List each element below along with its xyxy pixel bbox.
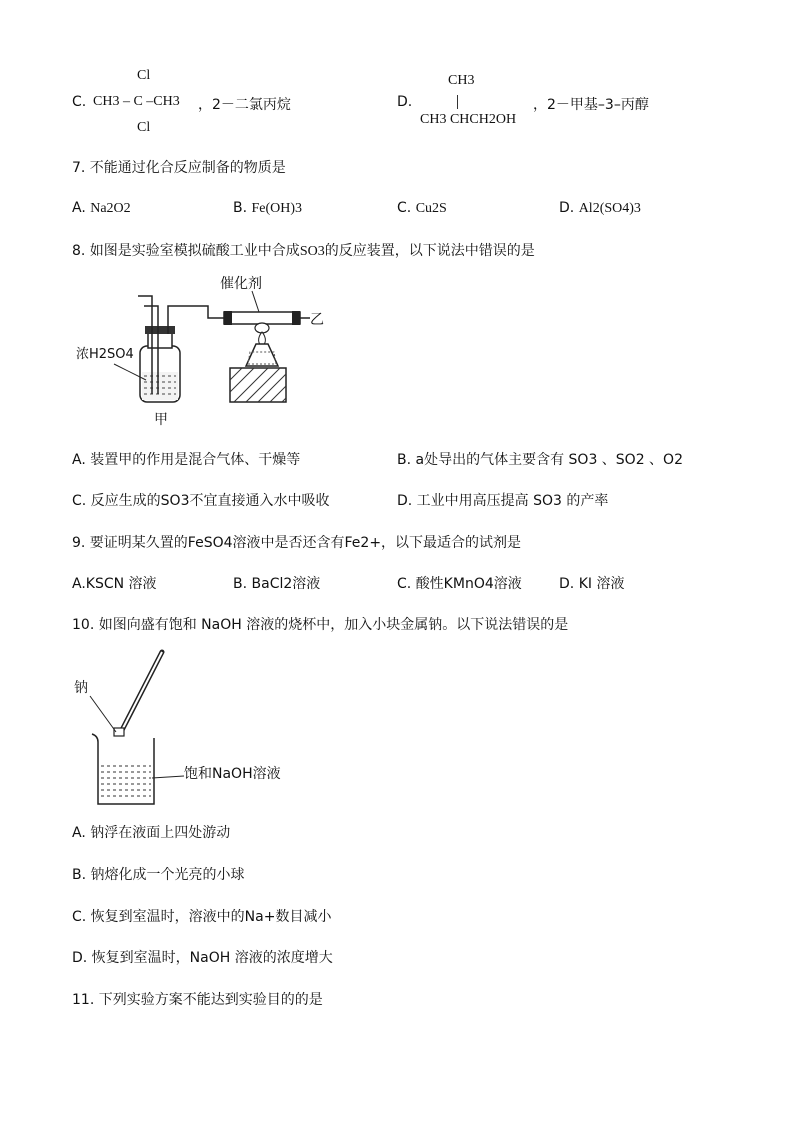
sodium-beaker-figure [74, 648, 304, 808]
alcohol-lamp [246, 344, 278, 366]
option-b [233, 200, 302, 217]
option-label: C. [397, 576, 412, 592]
compound-name: ，2－甲基–3–丙醇 [533, 97, 649, 113]
bottle-stopper [145, 326, 175, 334]
catalyst-label: 催化剂 [220, 276, 262, 292]
connecting-tube [168, 306, 226, 334]
question-stem: 9. 要证明某久置的FeSO4溶液中是否还含有Fe2+，以下最适合的试剂是 [72, 535, 522, 551]
beaker [92, 734, 154, 804]
option-text: Al2(SO4)3 [578, 201, 641, 216]
stem-formula: SO3 [299, 244, 325, 259]
option-label: B. [233, 200, 248, 216]
question-stem: 7. 不能通过化合反应制备的物质是 [72, 160, 286, 176]
bond-line [457, 95, 458, 109]
cl-bottom: Cl [137, 120, 151, 135]
option-text: KSCN 溶液 [85, 576, 157, 592]
tube-stopper-right [292, 311, 300, 325]
option-d [559, 573, 624, 593]
stem-pre: 8. 如图是实验室模拟硫酸工业中合成 [72, 243, 300, 259]
option-b: B. 钠熔化成一个光亮的小球 [72, 867, 245, 883]
option-label: C. [72, 94, 87, 110]
stem-post: 的反应装置，以下说法中错误的是 [324, 243, 535, 259]
solution-label: 饱和NaOH溶液 [184, 766, 281, 782]
option-b [233, 573, 320, 593]
catalyst-leader [252, 291, 259, 312]
yi-label: 乙 [310, 312, 324, 328]
solution-pointer [152, 776, 184, 778]
option-label: C. [397, 200, 412, 216]
option-text: KI 溶液 [578, 576, 625, 592]
option-d: D. 工业中用高压提高 SO3 的产率 [397, 493, 609, 509]
sodium-pointer [90, 696, 116, 732]
option-label: A. [72, 200, 86, 216]
cl-top: Cl [137, 68, 151, 83]
question-stem [72, 240, 535, 260]
structural-formula: CH3 – C –CH3 [93, 94, 180, 109]
option-c: C. 反应生成的SO3不宜直接通入水中吸收 [72, 493, 330, 509]
option-label: D. [559, 576, 575, 592]
beaker-solution [101, 766, 151, 796]
acid-liquid [142, 372, 178, 400]
option-a [72, 200, 131, 217]
reaction-tube [224, 312, 300, 324]
option-text: 酸性KMnO4溶液 [415, 576, 522, 592]
option-a [72, 573, 157, 593]
compound-name: ，2－二氯丙烷 [198, 97, 291, 113]
option-label: A. [72, 576, 86, 592]
option-text: Na2O2 [90, 201, 131, 216]
conc-h2so4-label: 浓H2SO4 [76, 347, 134, 362]
ch3-top: CH3 [448, 73, 475, 88]
question-11-stem: 11. 下列实验方案不能达到实验目的的是 [72, 992, 323, 1008]
option-label: B. [233, 576, 248, 592]
option-a: A. 装置甲的作用是混合气体、干燥等 [72, 452, 301, 468]
option-d: D. 恢复到室温时，NaOH 溶液的浓度增大 [72, 950, 333, 966]
option-c [397, 573, 522, 593]
option-c [397, 200, 447, 217]
tube-stopper-left [224, 311, 232, 325]
jia-label: 甲 [154, 412, 168, 428]
option-label: D. [559, 200, 575, 216]
tweezers-gap [120, 652, 162, 734]
option-text: BaCl2溶液 [251, 576, 321, 592]
option-text: Cu2S [415, 201, 447, 216]
question-stem: 10. 如图向盛有饱和 NaOH 溶液的烧杯中，加入小块金属钠。以下说法错误的是 [72, 617, 569, 633]
sulfuric-acid-apparatus-figure [74, 272, 338, 432]
structural-formula: CH3 CHCH2OH [420, 112, 517, 127]
option-label: D. [397, 94, 413, 110]
option-text: Fe(OH)3 [251, 201, 303, 216]
option-b: B. a处导出的气体主要含有 SO3 、SO2 、O2 [397, 452, 683, 468]
option-a: A. 钠浮在液面上四处游动 [72, 825, 231, 841]
option-d [559, 200, 641, 217]
option-c: C. 恢复到室温时，溶液中的Na+数目减小 [72, 909, 332, 925]
sodium-label: 钠 [74, 680, 88, 696]
